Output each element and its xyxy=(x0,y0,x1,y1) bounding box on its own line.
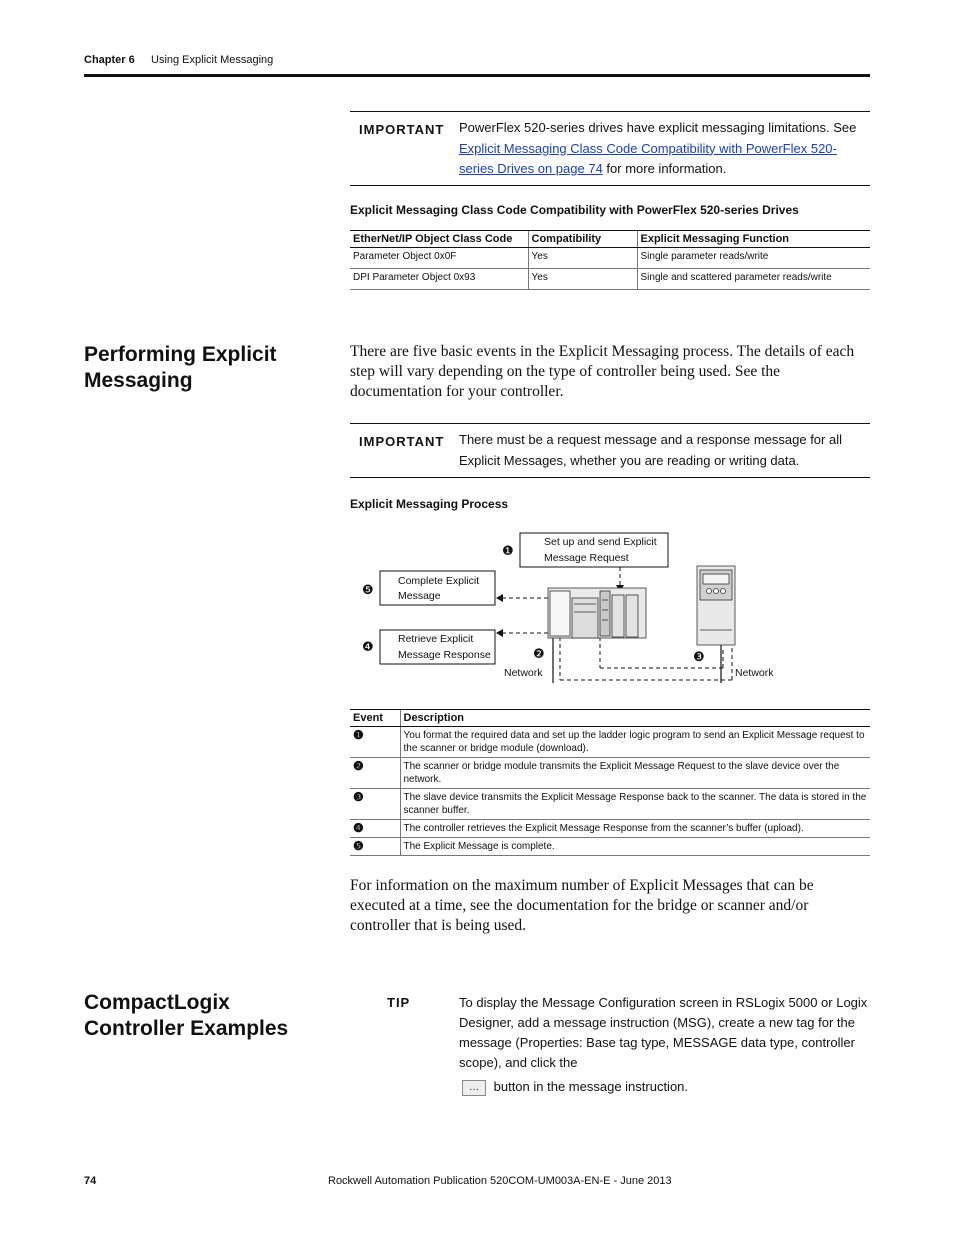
box4-label-line1: Retrieve Explicit xyxy=(398,633,474,645)
chapter-title: Using Explicit Messaging xyxy=(151,54,274,66)
event-description: The slave device transmits the Explicit Message Response back to the scanner. The data is stored in the scanner buffer. xyxy=(400,789,870,820)
section1-body: There are five basic events in the Explicit Messaging process. The details of each step will vary depending on the type of controller being used. See the documentation for your controller. xyxy=(350,343,855,400)
table-cell: DPI Parameter Object 0x93 xyxy=(350,269,528,290)
marker-3: ❸ xyxy=(693,650,705,665)
compat-table xyxy=(350,230,870,290)
important-note-2 xyxy=(350,423,870,478)
max-messages-paragraph: For information on the maximum number of Explicit Messages that can be executed at a time, see the documentation for the bridge or scanner and/or controller that is being used. xyxy=(350,877,814,934)
section-heading-compactlogix: CompactLogix Controller Examples xyxy=(84,991,289,1040)
chapter-label: Chapter 6 xyxy=(84,54,135,66)
table-cell: Yes xyxy=(528,248,637,269)
marker-1: ❶ xyxy=(502,544,514,559)
tip-text xyxy=(459,993,869,1097)
column-header: EtherNet/IP Object Class Code xyxy=(350,231,528,248)
event-description: You format the required data and set up the ladder logic program to send an Explicit Message request to the scanner or bridge module (download). xyxy=(400,727,870,758)
event-number: ❶ xyxy=(350,727,400,758)
event-description: The controller retrieves the Explicit Message Response from the scanner’s buffer (upload). xyxy=(400,820,870,838)
important-label: IMPORTANT xyxy=(359,434,445,449)
table-header-row xyxy=(350,710,870,727)
compat-table-caption: Explicit Messaging Class Code Compatibility with PowerFlex 520-series Drives xyxy=(350,203,799,217)
box4-label-line2: Message Response xyxy=(398,649,491,661)
table-row xyxy=(350,838,870,856)
explicit-messaging-diagram xyxy=(350,525,774,695)
header-rule xyxy=(84,74,870,77)
section-heading-performing: Performing Explicit Messaging xyxy=(84,343,277,392)
table-row xyxy=(350,758,870,789)
table-row xyxy=(350,820,870,838)
marker-5: ❺ xyxy=(362,583,374,598)
tip-label: TIP xyxy=(387,995,411,1010)
controller-rack xyxy=(548,588,646,638)
important-text xyxy=(459,118,864,180)
box1-label-line1: Set up and send Explicit xyxy=(544,536,657,548)
table-row xyxy=(350,789,870,820)
important-text-pre: PowerFlex 520-series drives have explicit messaging limitations. See xyxy=(459,120,857,135)
column-header: Explicit Messaging Function xyxy=(637,231,870,248)
important-text: There must be a request message and a response message for all Explicit Messages, whether you are reading or writing data. xyxy=(459,432,842,468)
marker-4: ❹ xyxy=(362,640,374,655)
table-cell: Parameter Object 0x0F xyxy=(350,248,528,269)
box5-label-line2: Message xyxy=(398,590,441,602)
event-number: ❷ xyxy=(350,758,400,789)
compatibility-link[interactable]: Explicit Messaging Class Code Compatibility with PowerFlex 520-series Drives on page 74 xyxy=(459,140,837,176)
event-description: The scanner or bridge module transmits the Explicit Message Request to the slave device over the network. xyxy=(400,758,870,789)
important-label: IMPORTANT xyxy=(359,122,445,137)
event-number: ❸ xyxy=(350,789,400,820)
marker-2: ❷ xyxy=(533,647,545,662)
page-number: 74 xyxy=(84,1175,97,1187)
event-description: The Explicit Message is complete. xyxy=(400,838,870,856)
column-header: Compatibility xyxy=(528,231,637,248)
network-label-left: Network xyxy=(504,667,543,679)
ellipsis-button[interactable]: … xyxy=(462,1080,486,1096)
column-header: Description xyxy=(400,710,870,727)
table-row xyxy=(350,727,870,758)
diagram-caption: Explicit Messaging Process xyxy=(350,497,509,511)
network-label-right: Network xyxy=(735,667,774,679)
table-row xyxy=(350,248,870,269)
table-cell: Single parameter reads/write xyxy=(637,248,870,269)
event-table xyxy=(350,709,870,856)
event-number: ❹ xyxy=(350,820,400,838)
table-header-row xyxy=(350,231,870,248)
table-row xyxy=(350,269,870,290)
tip-text-main: To display the Message Configuration screen in RSLogix 5000 or Logix Designer, add a message instruction (MSG), create a new tag for the message (Properties: Base tag type, MESSAGE data type, controller scope), and click the xyxy=(459,995,868,1070)
important-text-post: for more information. xyxy=(602,161,727,176)
box1-label-line2: Message Request xyxy=(544,552,629,564)
event-number: ❺ xyxy=(350,838,400,856)
important-note-1 xyxy=(350,111,870,186)
powerflex-drive xyxy=(697,566,735,645)
column-header: Event xyxy=(350,710,400,727)
publication-info: Rockwell Automation Publication 520COM-UM003A-EN-E - June 2013 xyxy=(328,1175,672,1187)
box5-label-line1: Complete Explicit xyxy=(398,575,480,587)
tip-text-end: button in the message instruction. xyxy=(493,1079,689,1094)
table-cell: Single and scattered parameter reads/write xyxy=(637,269,870,290)
table-cell: Yes xyxy=(528,269,637,290)
